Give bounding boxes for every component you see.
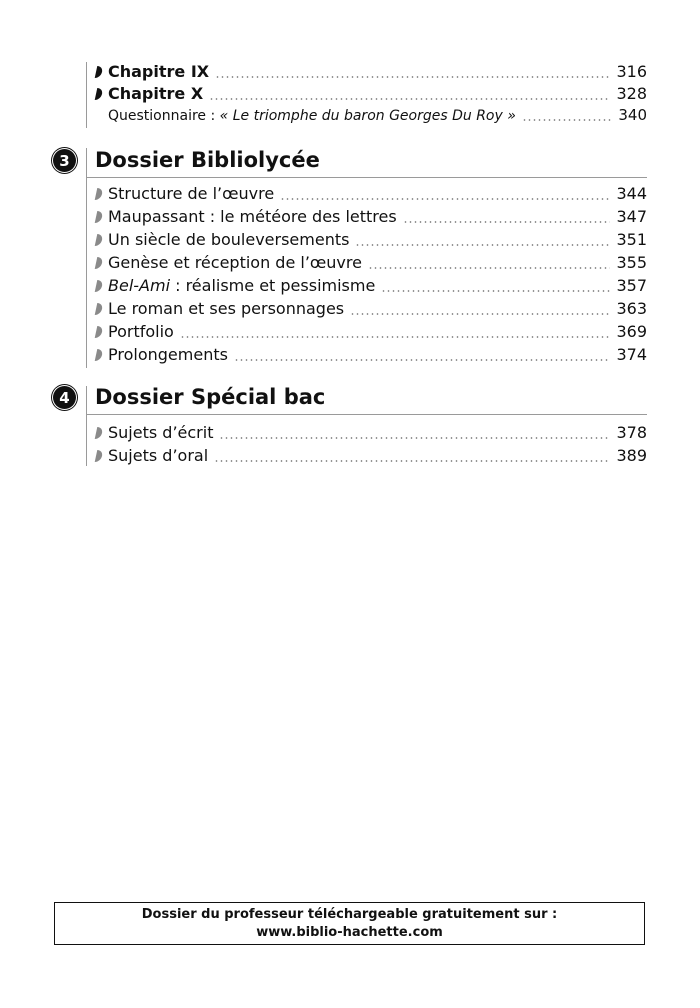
bullet-arrow-icon	[95, 229, 108, 251]
toc-entry-title: Genèse et réception de l’œuvre	[108, 253, 362, 272]
bullet-arrow-icon	[95, 206, 108, 228]
toc-entry-page: 328	[616, 84, 647, 103]
toc-entry-siecle[interactable]	[95, 229, 647, 251]
book-title-italic: Bel-Ami	[108, 276, 171, 295]
toc-entry-page: 347	[616, 207, 647, 226]
leader-dots	[180, 336, 611, 338]
leader-dots	[234, 359, 611, 361]
margin-rule-section-3	[86, 148, 87, 368]
leader-dots	[522, 119, 612, 121]
bullet-arrow-icon	[95, 422, 108, 444]
toc-entry-title: Chapitre X	[108, 84, 204, 103]
leader-dots	[214, 460, 610, 462]
leader-dots	[403, 221, 611, 223]
toc-entry-page: 363	[616, 299, 647, 318]
toc-entry-title: Maupassant : le météore des lettres	[108, 207, 397, 226]
toc-entry-page: 316	[616, 62, 647, 81]
toc-entry-chapitre-ix[interactable]	[95, 61, 647, 83]
toc-entry-title-rest: : réalisme et pessimisme	[170, 276, 376, 295]
toc-entry-page: 374	[616, 345, 647, 364]
toc-entry-title: Chapitre IX	[108, 62, 210, 81]
toc-entry-title: Un siècle de bouleversements	[108, 230, 350, 249]
bullet-arrow-icon	[95, 321, 108, 343]
toc-entry-title: Sujets d’écrit	[108, 423, 214, 442]
toc-entry-title: Prolongements	[108, 345, 228, 364]
toc-entry-prolongements[interactable]	[95, 344, 647, 366]
bullet-arrow-icon	[95, 344, 108, 366]
questionnaire-title	[108, 105, 516, 127]
toc-entry-page: 369	[616, 322, 647, 341]
section-4-number-badge: 4	[53, 386, 76, 409]
questionnaire-italic-title: « Le triomphe du baron Georges Du Roy »	[219, 108, 516, 124]
toc-entry-page: 389	[616, 446, 647, 465]
toc-entry-title: Le roman et ses personnages	[108, 299, 345, 318]
bullet-arrow-icon	[95, 445, 108, 467]
bullet-arrow-icon	[95, 61, 108, 83]
toc-entry-page: 378	[616, 423, 647, 442]
toc-entry-maupassant[interactable]	[95, 206, 647, 228]
section-3-number-badge: 3	[53, 149, 76, 172]
notice-website-link[interactable]: www.biblio-hachette.com	[256, 924, 443, 940]
toc-entry-page: 340	[618, 106, 647, 124]
notice-line-1: Dossier du professeur téléchargeable gratuitement sur :	[141, 906, 558, 922]
section-4-divider	[86, 414, 647, 415]
bullet-arrow-icon	[95, 183, 108, 205]
section-3-divider	[86, 177, 647, 178]
toc-entry-page: 357	[616, 276, 647, 295]
bullet-arrow-icon	[95, 298, 108, 320]
section-4-heading: Dossier Spécial bac	[95, 385, 326, 409]
leader-dots	[209, 98, 610, 100]
toc-entry-title: Structure de l’œuvre	[108, 184, 275, 203]
section-3-heading: Dossier Bibliolycée	[95, 148, 320, 172]
leader-dots	[381, 290, 610, 292]
toc-entry-questionnaire[interactable]	[108, 104, 647, 126]
leader-dots	[215, 76, 610, 78]
toc-entry-bel-ami[interactable]	[95, 275, 647, 297]
toc-entry-portfolio[interactable]	[95, 321, 647, 343]
bullet-arrow-icon	[95, 83, 108, 105]
toc-entry-title	[108, 275, 375, 297]
margin-rule-section-4	[86, 386, 87, 466]
teacher-dossier-notice	[54, 902, 645, 945]
toc-entry-page: 351	[616, 230, 647, 249]
margin-rule-top	[86, 62, 87, 128]
leader-dots	[280, 198, 610, 200]
toc-entry-sujets-ecrit[interactable]	[95, 422, 647, 444]
toc-entry-page: 355	[616, 253, 647, 272]
toc-entry-structure[interactable]	[95, 183, 647, 205]
toc-entry-chapitre-x[interactable]	[95, 83, 647, 105]
bullet-arrow-icon	[95, 275, 108, 297]
leader-dots	[368, 267, 610, 269]
toc-entry-title: Sujets d’oral	[108, 446, 209, 465]
toc-entry-title: Portfolio	[108, 322, 174, 341]
bullet-arrow-icon	[95, 252, 108, 274]
leader-dots	[350, 313, 610, 315]
leader-dots	[355, 244, 610, 246]
toc-entry-genese[interactable]	[95, 252, 647, 274]
toc-entry-roman[interactable]	[95, 298, 647, 320]
leader-dots	[219, 437, 610, 439]
toc-entry-sujets-oral[interactable]	[95, 445, 647, 467]
toc-entry-page: 344	[616, 184, 647, 203]
questionnaire-prefix: Questionnaire :	[108, 108, 220, 124]
